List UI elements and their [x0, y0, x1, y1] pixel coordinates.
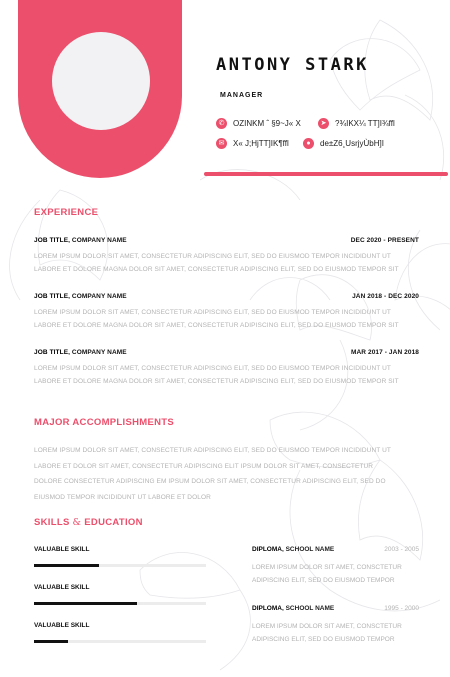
- contact-phone-text: OZINKM ˆ §9~J« X: [233, 119, 301, 128]
- education-years: 1995 - 2000: [384, 605, 419, 612]
- mail-icon: ✉: [216, 138, 227, 149]
- education-school: , SCHOOL NAME: [281, 546, 335, 553]
- experience-description: LOREM IPSUM DOLOR SIT AMET, CONSECTETUR ADIPISCING ELIT, SED DO EIUSMOD TEMPOR INCIDIDUNT UT LABORE ET DOLORE MAGNA DOLOR SIT AMET, CONSECTETUR ADIPISCING ELIT, SED DO EIUSMOD TEMPOR SIT: [34, 309, 399, 329]
- experience-item: [34, 349, 419, 388]
- experience-heading: EXPERIENCE: [34, 207, 99, 218]
- profile-photo-placeholder: [52, 32, 150, 130]
- accomplishments-heading: MAJOR ACCOMPLISHMENTS: [34, 417, 175, 428]
- contact-location: [303, 138, 384, 149]
- skill-item: [34, 546, 206, 567]
- experience-dates: DEC 2020 - PRESENT: [350, 237, 419, 244]
- person-name: ANTONY STARK: [216, 55, 369, 75]
- education-item: [252, 605, 419, 646]
- experience-company: , COMPANY NAME: [68, 237, 127, 244]
- skill-label: VALUABLE SKILL: [34, 584, 90, 591]
- experience-description: LOREM IPSUM DOLOR SIT AMET, CONSECTETUR ADIPISCING ELIT, SED DO EIUSMOD TEMPOR INCIDIDUNT UT LABORE ET DOLORE MAGNA DOLOR SIT AMET, CONSECTETUR ADIPISCING ELIT, SED DO EIUSMOD TEMPOR SIT: [34, 253, 399, 273]
- education-description: LOREM IPSUM DOLOR SIT AMET, CONSCTETUR ADIPISCING ELIT, SED DO EIUSMOD TEMPOR: [252, 623, 402, 643]
- accomplishments-text: LOREM IPSUM DOLOR SIT AMET, CONSECTETUR ADIPISCING ELIT, SED DO EIUSMOD TEMPOR INCIDIDUNT UT LABORE ET DOLOR SIT AMET, CONSECTETUR ADIPISCING ELIT IPSUM DOLOR SIT AMET, CONSECTETUR DOLORE CONSECTETUR ADIPISCING EM IPSUM DOLOR SIT AMET, CONSECTETUR ADIPISCING ELIT, SED DO EIUSMOD TEMPOR INCIDIDUNT UT LABORE ET DOLOR: [34, 447, 391, 501]
- experience-job-title: JOB TITLE: [34, 237, 69, 244]
- experience-job-title: JOB TITLE: [34, 293, 69, 300]
- education-item: [252, 546, 419, 587]
- education-school: , SCHOOL NAME: [281, 605, 335, 612]
- experience-description: LOREM IPSUM DOLOR SIT AMET, CONSECTETUR ADIPISCING ELIT, SED DO EIUSMOD TEMPOR INCIDIDUNT UT LABORE ET DOLORE MAGNA DOLOR SIT AMET, CONSECTETUR ADIPISCING ELIT, SED DO EIUSMOD TEMPOR SIT: [34, 365, 399, 385]
- contact-email[interactable]: [216, 138, 289, 149]
- photo-banner: [18, 0, 182, 178]
- skill-bar-track: [34, 640, 206, 643]
- skill-bar-fill: [34, 564, 99, 567]
- experience-company: , COMPANY NAME: [68, 293, 127, 300]
- experience-job-title: JOB TITLE: [34, 349, 69, 356]
- skill-bar-fill: [34, 640, 68, 643]
- skill-item: [34, 584, 206, 605]
- skills-education-heading: SKILLS & EDUCATION: [34, 517, 143, 528]
- header-divider: [204, 172, 448, 176]
- skill-bar-track: [34, 602, 206, 605]
- education-years: 2003 - 2005: [384, 546, 419, 553]
- contact-website-text: ?¾IKX¼ TT]I¾ffl: [335, 119, 395, 128]
- globe-icon: ➤: [318, 118, 329, 129]
- experience-company: , COMPANY NAME: [68, 349, 127, 356]
- contact-email-text: X« J;HjTT]IK¶ffl: [233, 139, 289, 148]
- experience-item: [34, 237, 419, 276]
- skill-bar-track: [34, 564, 206, 567]
- experience-item: [34, 293, 419, 332]
- contact-location-text: de±Z6¸UsrjyÙbH]I: [320, 139, 384, 148]
- skill-label: VALUABLE SKILL: [34, 622, 90, 629]
- experience-dates: MAR 2017 - JAN 2018: [350, 349, 419, 356]
- education-description: LOREM IPSUM DOLOR SIT AMET, CONSCTETUR ADIPISCING ELIT, SED DO EIUSMOD TEMPOR: [252, 564, 402, 584]
- education-degree: DIPLOMA: [252, 546, 282, 553]
- education-degree: DIPLOMA: [252, 605, 282, 612]
- phone-icon: ✆: [216, 118, 227, 129]
- skill-bar-fill: [34, 602, 137, 605]
- location-icon: ●: [303, 138, 314, 149]
- contact-phone: [216, 118, 301, 129]
- skill-item: [34, 622, 206, 643]
- contact-website[interactable]: [318, 118, 395, 129]
- experience-dates: JAN 2018 - DEC 2020: [352, 293, 419, 300]
- skill-label: VALUABLE SKILL: [34, 546, 90, 553]
- job-title: MANAGER: [220, 92, 264, 99]
- ampersand: &: [72, 517, 82, 528]
